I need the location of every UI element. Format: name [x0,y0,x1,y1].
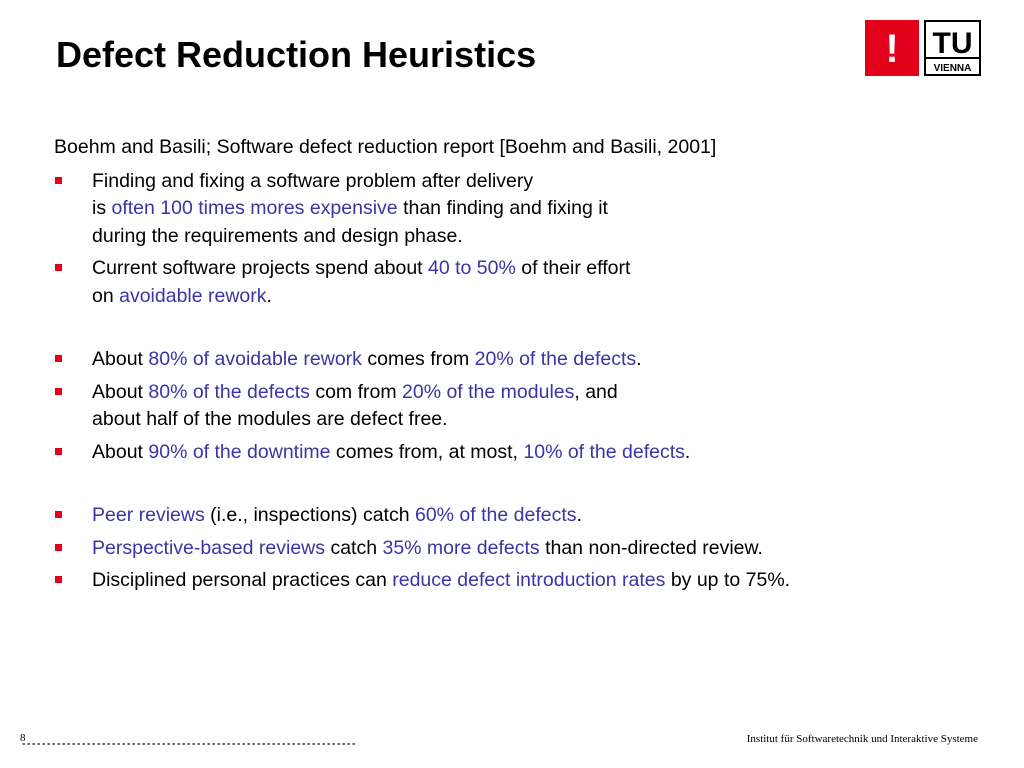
svg-text:!: ! [885,27,899,71]
text: comes from [361,348,475,370]
bullet-marker [55,448,62,455]
bullet-marker [55,177,62,184]
text: by up to 75%. [665,569,791,591]
bullet-marker [55,355,62,362]
text: Current software projects spend about [92,257,429,279]
bullet-downtime-from-defects [54,439,984,467]
page-number: 8 [20,732,26,744]
footer-dotted-line [22,732,358,746]
text: . [266,284,272,307]
highlight-text: 60% of the defects [414,504,577,526]
svg-text:VIENNA: VIENNA [933,63,972,74]
text: About [92,380,149,403]
bullet-cost-of-late-fix [54,168,984,251]
text: of their effort [515,257,631,279]
highlight-text: avoidable rework [119,284,267,307]
highlight-text: 90% of the downtime [148,440,331,463]
text: than non-directed review. [539,536,763,559]
text: About [92,440,149,463]
bullet-rework-from-defects [54,346,984,374]
highlight-text: 35% more defects [382,536,540,559]
highlight-text: 80% of avoidable rework [148,348,362,370]
highlight-text: 20% of the defects [474,348,637,370]
text: Disciplined personal practices can [92,569,393,591]
highlight-text: often 100 times mores expensive [111,197,398,219]
text: com from [309,380,403,403]
text: than finding and fixing it [397,197,608,219]
text: . [636,348,642,370]
bullet-marker [55,544,62,551]
footer-institute-name: Institut für Softwaretechnik und Interaktive Systeme [746,733,978,745]
highlight-text: 40 to 50% [428,257,516,279]
text: Finding and fixing a software problem after delivery [92,169,534,192]
bullet-avoidable-rework-effort [54,255,984,310]
bullet-marker [55,511,62,518]
bullet-marker [55,388,62,395]
bullet-perspective-based-reviews [54,535,984,563]
svg-text:TU: TU [932,27,973,60]
highlight-text: 80% of the defects [148,380,310,403]
bullet-marker [55,576,62,583]
text: during the requirements and design phase. [92,224,463,247]
text: About [92,348,149,370]
text: . [576,504,582,526]
text: is [92,197,112,219]
bullet-peer-reviews [54,502,984,530]
tu-vienna-logo [865,20,981,76]
text: on [92,284,120,307]
highlight-text: 10% of the defects [523,440,685,463]
text: catch [325,536,383,559]
bullet-marker [55,264,62,271]
bullet-personal-practices [54,567,984,595]
text: (i.e., inspections) catch [204,504,415,526]
text: comes from, at most, [330,440,524,463]
bullet-defects-from-modules [54,379,984,434]
text: about half of the modules are defect free. [92,408,448,430]
highlight-text: reduce defect introduction rates [392,569,666,591]
text: . [684,440,691,463]
highlight-text: Perspective-based reviews [92,536,326,559]
slide-body [54,134,984,600]
slide-title: Defect Reduction Heuristics [56,34,537,75]
highlight-text: 20% of the modules [402,380,575,403]
text: , and [574,380,618,403]
intro-text: Boehm and Basili; Software defect reduction report [Boehm and Basili, 2001] [54,136,717,158]
highlight-text: Peer reviews [92,504,205,526]
